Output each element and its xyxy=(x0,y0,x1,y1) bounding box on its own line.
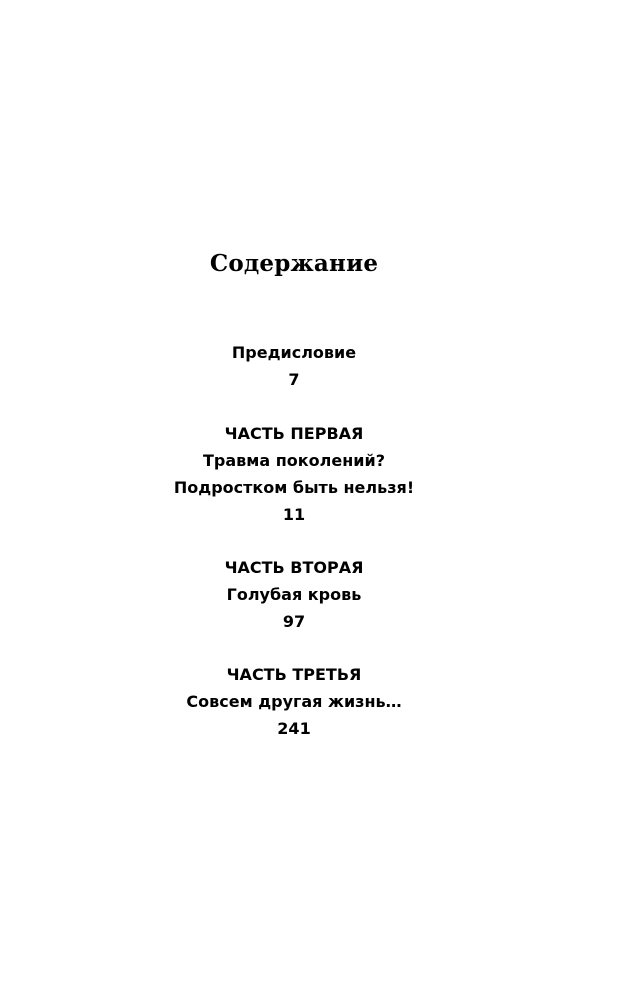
preface-title: Предисловие xyxy=(231,343,357,362)
part-1-title-line-2: Подростком быть нельзя! xyxy=(173,478,415,497)
part-2-title: Голубая кровь xyxy=(226,585,362,604)
part-1-page-number: 11 xyxy=(282,505,306,524)
part-3-page-number: 241 xyxy=(277,719,311,738)
toc-title: Содержание xyxy=(209,250,379,277)
part-1-label: ЧАСТЬ ПЕРВАЯ xyxy=(224,424,364,443)
part-2-label: ЧАСТЬ ВТОРАЯ xyxy=(224,558,364,577)
part-3-title: Совсем другая жизнь… xyxy=(186,692,402,711)
preface-page-number: 7 xyxy=(288,370,300,389)
part-1-title-line-1: Травма поколений? xyxy=(203,451,385,470)
part-2-page-number: 97 xyxy=(282,612,306,631)
part-3-label: ЧАСТЬ ТРЕТЬЯ xyxy=(226,665,362,684)
